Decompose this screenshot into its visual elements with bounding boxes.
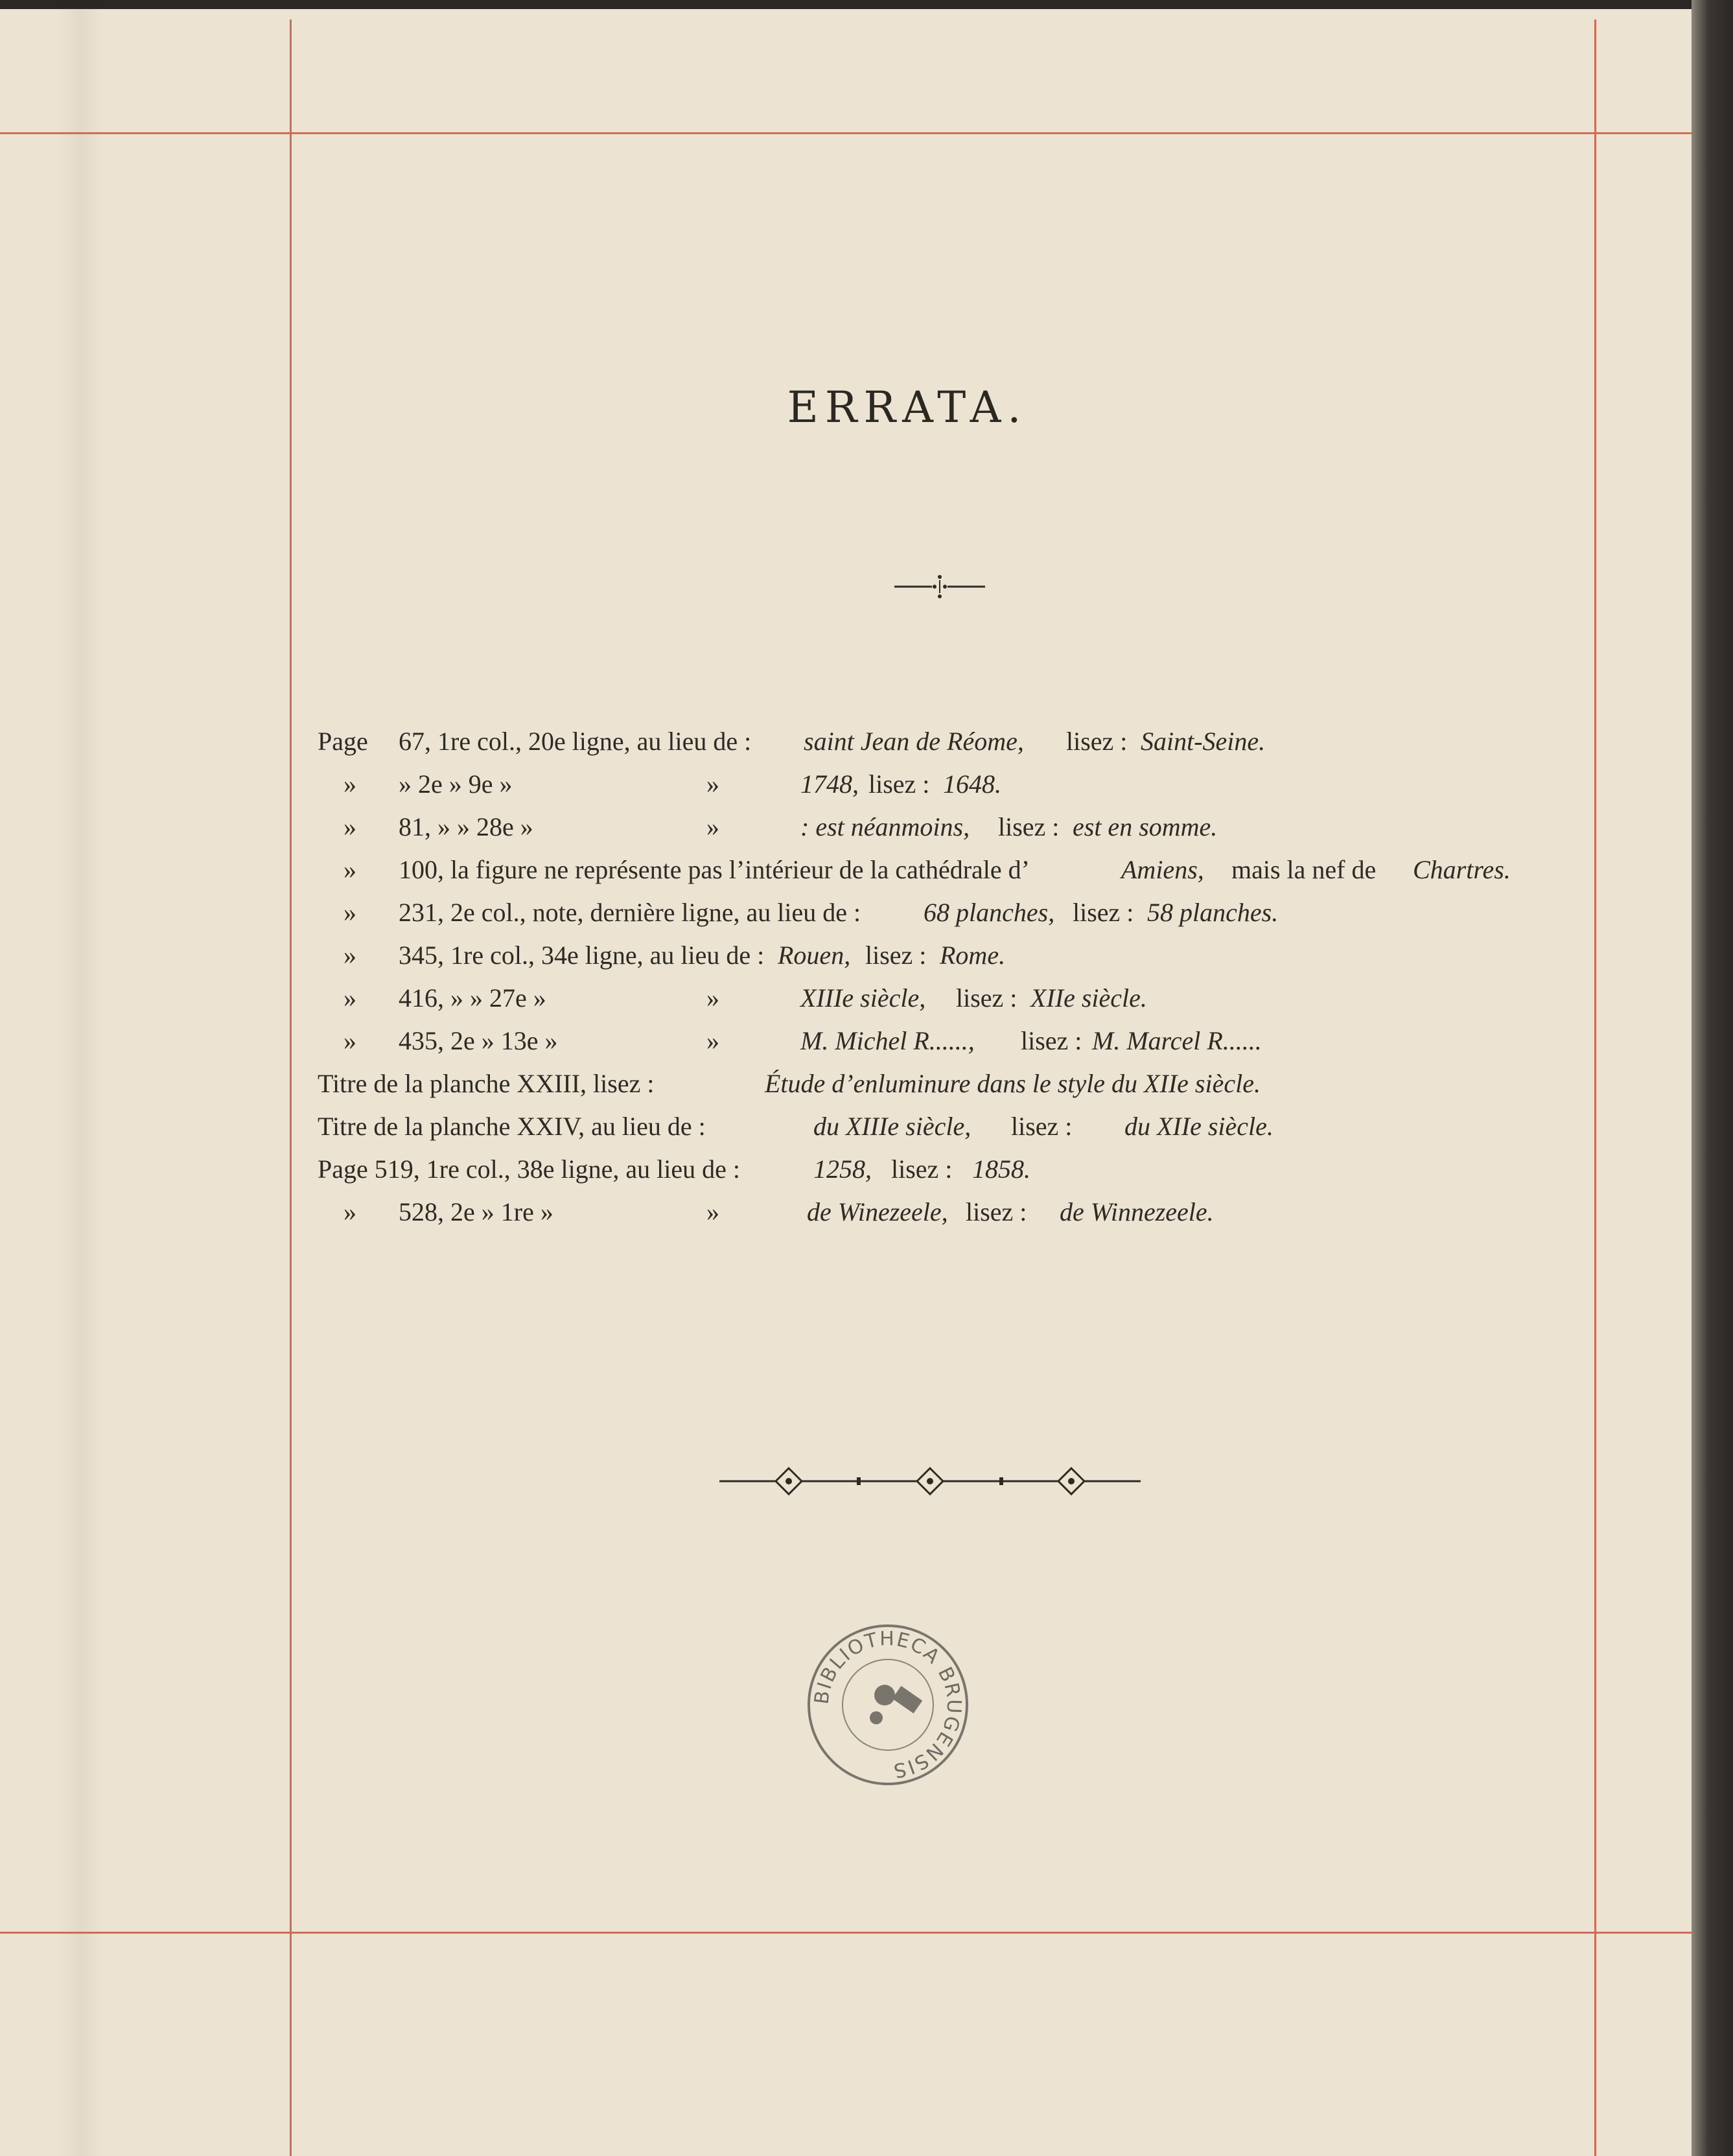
col-m: » xyxy=(706,983,719,1013)
col-d: lisez : xyxy=(865,941,927,970)
col-a: Titre de la planche XXIII, lisez : xyxy=(318,1069,655,1098)
col-e: du XIIe siècle. xyxy=(1124,1112,1274,1141)
col-d: lisez : xyxy=(1073,898,1134,927)
col-d: lisez : xyxy=(1066,727,1128,756)
col-e: 1858. xyxy=(972,1154,1030,1184)
col-e: 1648. xyxy=(943,769,1001,799)
col-a: » xyxy=(343,769,356,799)
col-d: lisez : xyxy=(1011,1112,1073,1141)
left-rule xyxy=(290,19,292,2156)
col-d: lisez : xyxy=(891,1154,953,1184)
col-e: Saint-Seine. xyxy=(1141,727,1266,756)
col-b: 416, » » 27e » xyxy=(399,983,546,1013)
col-m: » xyxy=(706,812,719,841)
col-c: XIIIe siècle, xyxy=(800,983,926,1013)
bottom-rule xyxy=(0,1932,1692,1934)
col-b: 435, 2e » 13e » xyxy=(399,1026,558,1055)
col-a: » xyxy=(343,1197,356,1226)
col-a: » xyxy=(343,812,356,841)
col-b: 528, 2e » 1re » xyxy=(399,1197,553,1226)
col-e: 58 planches. xyxy=(1147,898,1279,927)
col-a: » xyxy=(343,941,356,970)
book-edge xyxy=(1692,0,1733,2156)
col-b: 345, 1re col., 34e ligne, au lieu de : xyxy=(399,941,765,970)
col-a: » xyxy=(343,983,356,1013)
col-e: Rome. xyxy=(940,941,1006,970)
col-c: : est néanmoins, xyxy=(800,812,970,841)
col-c: Rouen, xyxy=(778,941,851,970)
col-b: 67, 1re col., 20e ligne, au lieu de : xyxy=(399,727,752,756)
col-d: lisez : xyxy=(868,769,930,799)
top-rule xyxy=(0,132,1692,134)
col-m: » xyxy=(706,1197,719,1226)
divider-ornament xyxy=(719,1465,1141,1497)
page-title: ERRATA. xyxy=(787,382,1028,432)
col-a: » xyxy=(343,855,356,884)
col-m: » xyxy=(706,1026,719,1055)
right-rule xyxy=(1594,19,1596,2156)
col-d: mais la nef de xyxy=(1231,855,1377,884)
col-c: M. Michel R......, xyxy=(800,1026,975,1055)
col-c: Amiens, xyxy=(1121,855,1204,884)
col-c: Étude d’enluminure dans le style du XIIe siècle. xyxy=(765,1069,1261,1098)
col-e: M. Marcel R...... xyxy=(1092,1026,1262,1055)
col-c: 1258, xyxy=(813,1154,872,1184)
col-c: saint Jean de Réome, xyxy=(804,727,1024,756)
col-c: 68 planches, xyxy=(924,898,1055,927)
col-b: 100, la figure ne représente pas l’intérieur de la cathédrale d’ xyxy=(399,855,1030,884)
gutter-shadow xyxy=(58,9,104,2156)
library-stamp xyxy=(804,1621,972,1789)
col-e: de Winnezeele. xyxy=(1060,1197,1214,1226)
col-a: » xyxy=(343,898,356,927)
col-b: » 2e » 9e » xyxy=(399,769,513,799)
col-c: du XIIIe siècle, xyxy=(813,1112,971,1141)
col-d: lisez : xyxy=(956,983,1018,1013)
stamp-text: BIBLIOTHECA BRUGENSIS xyxy=(810,1627,966,1783)
col-c: de Winezeele, xyxy=(807,1197,948,1226)
col-c: 1748, xyxy=(800,769,859,799)
col-a: Page xyxy=(318,727,368,756)
col-b: 81, » » 28e » xyxy=(399,812,533,841)
col-a: » xyxy=(343,1026,356,1055)
col-e: Chartres. xyxy=(1413,855,1511,884)
col-m: » xyxy=(706,769,719,799)
col-d: lisez : xyxy=(998,812,1060,841)
col-e: XIIe siècle. xyxy=(1030,983,1147,1013)
col-e: est en somme. xyxy=(1073,812,1218,841)
col-d: lisez : xyxy=(966,1197,1027,1226)
col-b: 231, 2e col., note, dernière ligne, au lieu de : xyxy=(399,898,861,927)
col-d: lisez : xyxy=(1021,1026,1082,1055)
col-a: Titre de la planche XXIV, au lieu de : xyxy=(318,1112,706,1141)
col-a: Page 519, 1re col., 38e ligne, au lieu de : xyxy=(318,1154,741,1184)
small-ornament xyxy=(894,570,985,603)
